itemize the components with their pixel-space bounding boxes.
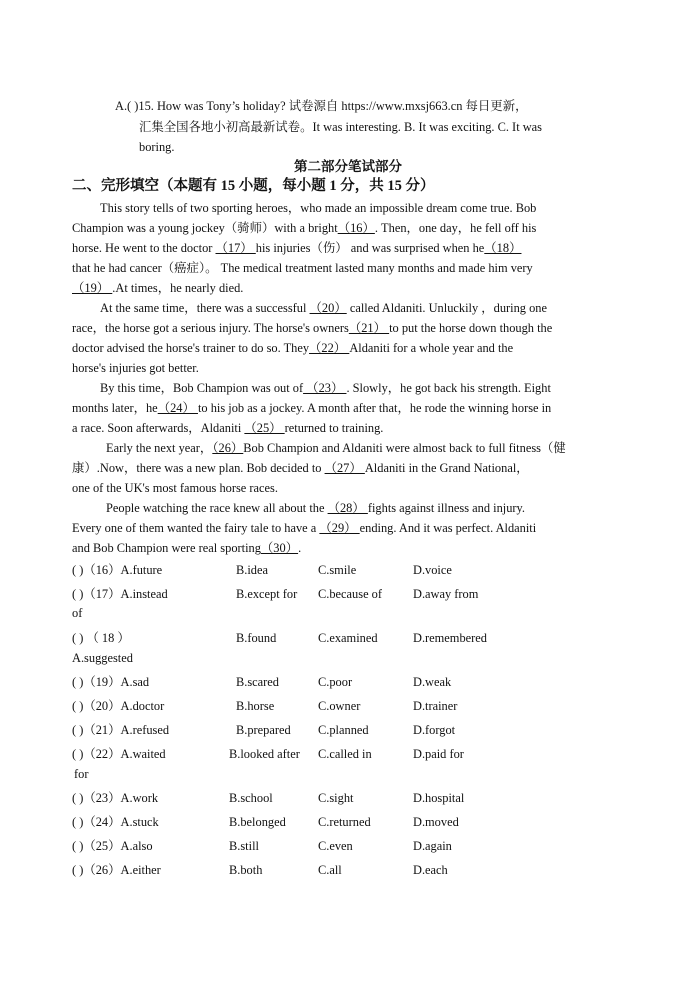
question-number: ( )（25）A.also bbox=[72, 839, 153, 853]
option-c[interactable]: C.owner bbox=[318, 699, 361, 713]
passage-line: At the same time，there was a successful （20） called Aldaniti. Unluckily ，during one bbox=[100, 301, 547, 315]
option-d[interactable]: D.hospital bbox=[413, 791, 465, 805]
question-number: ( )（16）A.future bbox=[72, 563, 163, 577]
passage-line: horse. He went to the doctor （17） his injuries（伤） and was surprised when he（18） bbox=[72, 241, 522, 255]
option-b[interactable]: B.horse bbox=[236, 699, 275, 713]
option-c[interactable]: C.smile bbox=[318, 563, 357, 577]
option-b[interactable]: B.both bbox=[229, 863, 263, 877]
blank-22: （22） bbox=[309, 341, 350, 355]
option-a-wrap: of bbox=[72, 606, 83, 620]
option-c[interactable]: C.all bbox=[318, 863, 342, 877]
passage-line: doctor advised the horse's trainer to do so. They（22） Aldaniti for a whole year and the bbox=[72, 341, 514, 355]
passage-line: that he had cancer（癌症）。 The medical treatment lasted many months and made him very bbox=[72, 261, 533, 275]
option-d[interactable]: D.paid for bbox=[413, 747, 464, 761]
option-d[interactable]: D.again bbox=[413, 839, 452, 853]
passage-line: a race. Soon afterwards，Aldaniti （25） returned to training. bbox=[72, 421, 384, 435]
blank-17: （17） bbox=[215, 241, 256, 255]
option-d[interactable]: D.remembered bbox=[413, 631, 487, 645]
option-c[interactable]: C.poor bbox=[318, 675, 353, 689]
question-number: ( )（17）A.instead bbox=[72, 587, 168, 601]
q15-line-2: 汇集全国各地小初高最新试卷。It was interesting. B. It was exciting. C. It was bbox=[139, 120, 542, 134]
question-number: ( )（22）A.waited bbox=[72, 747, 166, 761]
question-number: ( ) （ 18 ） bbox=[72, 631, 130, 645]
option-b[interactable]: B.belonged bbox=[229, 815, 286, 829]
option-d[interactable]: D.each bbox=[413, 863, 448, 877]
section-heading: 二、完形填空（本题有 15 小题，每小题 1 分，共 15 分） bbox=[72, 178, 435, 194]
option-d[interactable]: D.away from bbox=[413, 587, 479, 601]
option-c[interactable]: C.sight bbox=[318, 791, 354, 805]
blank-28: （28） bbox=[327, 501, 368, 515]
option-b[interactable]: B.scared bbox=[236, 675, 280, 689]
passage-line: horse's injuries got better. bbox=[72, 361, 199, 375]
part-title: 第二部分笔试部分 bbox=[294, 159, 402, 174]
passage-line: Early the next year，（26）Bob Champion and Aldaniti were almost back to full fitness（健 bbox=[106, 441, 566, 455]
question-number: ( )（26）A.either bbox=[72, 863, 161, 877]
blank-25: （25） bbox=[244, 421, 285, 435]
option-c[interactable]: C.examined bbox=[318, 631, 378, 645]
option-a[interactable]: A.suggested bbox=[72, 651, 133, 665]
q15-line-1: A.( )15. How was Tony’s holiday? 试卷源自 https://www.mxsj663.cn 每日更新， bbox=[115, 99, 528, 113]
option-d[interactable]: D.forgot bbox=[413, 723, 456, 737]
option-c[interactable]: C.returned bbox=[318, 815, 371, 829]
passage-line: and Bob Champion were real sporting（30）. bbox=[72, 541, 302, 555]
passage-line: Every one of them wanted the fairy tale to have a （29） ending. And it was perfect. Aldaniti bbox=[72, 521, 537, 535]
passage-line: 康）.Now，there was a new plan. Bob decided to （27） Aldaniti in the Grand National， bbox=[72, 461, 529, 475]
question-number: ( )（21）A.refused bbox=[72, 723, 170, 737]
passage-line: （19） .At times，he nearly died. bbox=[72, 281, 244, 295]
blank-23: （23） bbox=[303, 381, 347, 395]
blank-18: （18） bbox=[484, 241, 522, 255]
question-number: ( )（19）A.sad bbox=[72, 675, 150, 689]
question-number: ( )（23）A.work bbox=[72, 791, 159, 805]
passage-line: This story tells of two sporting heroes，who made an impossible dream come true. Bob bbox=[100, 201, 537, 215]
blank-20: （20） bbox=[309, 301, 347, 315]
q15-line-3: boring. bbox=[139, 140, 175, 154]
blank-27: （27） bbox=[324, 461, 365, 475]
blank-30: （30） bbox=[260, 541, 299, 555]
blank-24: （24） bbox=[157, 401, 198, 415]
passage-line: race，the horse got a serious injury. The horse's owners（21） to put the horse down though the bbox=[72, 321, 553, 335]
question-number: ( )（24）A.stuck bbox=[72, 815, 159, 829]
option-b[interactable]: B.looked after bbox=[229, 747, 300, 761]
question-number: ( )（20）A.doctor bbox=[72, 699, 165, 713]
blank-16: （16） bbox=[337, 221, 375, 235]
option-c[interactable]: C.called in bbox=[318, 747, 372, 761]
option-d[interactable]: D.voice bbox=[413, 563, 452, 577]
option-d[interactable]: D.trainer bbox=[413, 699, 458, 713]
blank-21: （21） bbox=[348, 321, 390, 335]
option-b[interactable]: B.except for bbox=[236, 587, 298, 601]
option-b[interactable]: B.prepared bbox=[236, 723, 291, 737]
option-d[interactable]: D.weak bbox=[413, 675, 452, 689]
option-c[interactable]: C.even bbox=[318, 839, 353, 853]
option-d[interactable]: D.moved bbox=[413, 815, 459, 829]
passage-line: months later，he（24） to his job as a jockey. A month after that，he rode the winning horse in bbox=[72, 401, 552, 415]
option-b[interactable]: B.school bbox=[229, 791, 273, 805]
option-b[interactable]: B.found bbox=[236, 631, 277, 645]
option-d-wrap: for bbox=[74, 767, 89, 781]
option-c[interactable]: C.planned bbox=[318, 723, 369, 737]
option-c[interactable]: C.because of bbox=[318, 587, 382, 601]
passage-line: People watching the race knew all about the （28） fights against illness and injury. bbox=[106, 501, 526, 515]
blank-19: （19） bbox=[72, 281, 113, 295]
passage-line: Champion was a young jockey（骑师）with a bright（16）. Then，one day，he fell off his bbox=[72, 221, 537, 235]
option-b[interactable]: B.idea bbox=[236, 563, 268, 577]
blank-26: （26） bbox=[212, 441, 244, 455]
blank-29: （29） bbox=[319, 521, 360, 535]
passage-line: one of the UK's most famous horse races. bbox=[72, 481, 278, 495]
passage-line: By this time，Bob Champion was out of （23） . Slowly，he got back his strength. Eight bbox=[100, 381, 551, 395]
option-b[interactable]: B.still bbox=[229, 839, 259, 853]
